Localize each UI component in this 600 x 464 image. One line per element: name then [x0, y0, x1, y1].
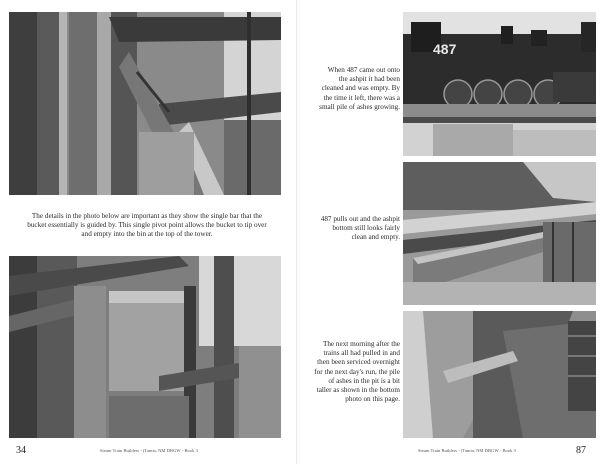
tower-timbers-photo	[9, 12, 281, 195]
right-caption-top: When 487 came out onto the ashpit it had been cleaned and was empty. By the time it left, there was a small pile of ashes growing.	[319, 66, 400, 111]
locomotive-number-text: 487	[433, 41, 457, 57]
ashpit-empty-image	[403, 162, 596, 305]
ashpit-full-image	[403, 311, 596, 438]
right-caption-bottom: The next morning after the trains all had pulled in and then been serviced overnight for the next day's run, the pile of ashes in the pit is a bit taller as shown in the bottom photo on this page.	[314, 340, 400, 404]
ashpit-empty-photo	[403, 162, 596, 305]
right-caption-middle: 487 pulls out and the ashpit bottom still looks fairly clean and empty.	[320, 215, 400, 242]
left-caption: The details in the photo below are important as they show the single bar that the bucket essentially is guided by. This single pivot point allows the bucket to tip over and empty into the bin at the top of the tower.	[27, 212, 267, 239]
right-page-number: 87	[576, 445, 586, 456]
left-page-number: 34	[16, 445, 26, 456]
bucket-photo	[9, 256, 281, 438]
bucket-image	[9, 256, 281, 438]
right-page	[300, 0, 600, 464]
tower-timbers-image	[9, 12, 281, 195]
locomotive-487-photo	[403, 12, 596, 156]
left-running-footer: Steam Train Builders - (Tamia, NM DRGW - Book 3	[100, 448, 198, 453]
ashpit-full-photo	[403, 311, 596, 438]
left-page	[0, 0, 297, 464]
right-running-footer: Steam Train Builders - (Tamia, NM DRGW - Book 3	[418, 448, 516, 453]
locomotive-image	[403, 12, 596, 156]
